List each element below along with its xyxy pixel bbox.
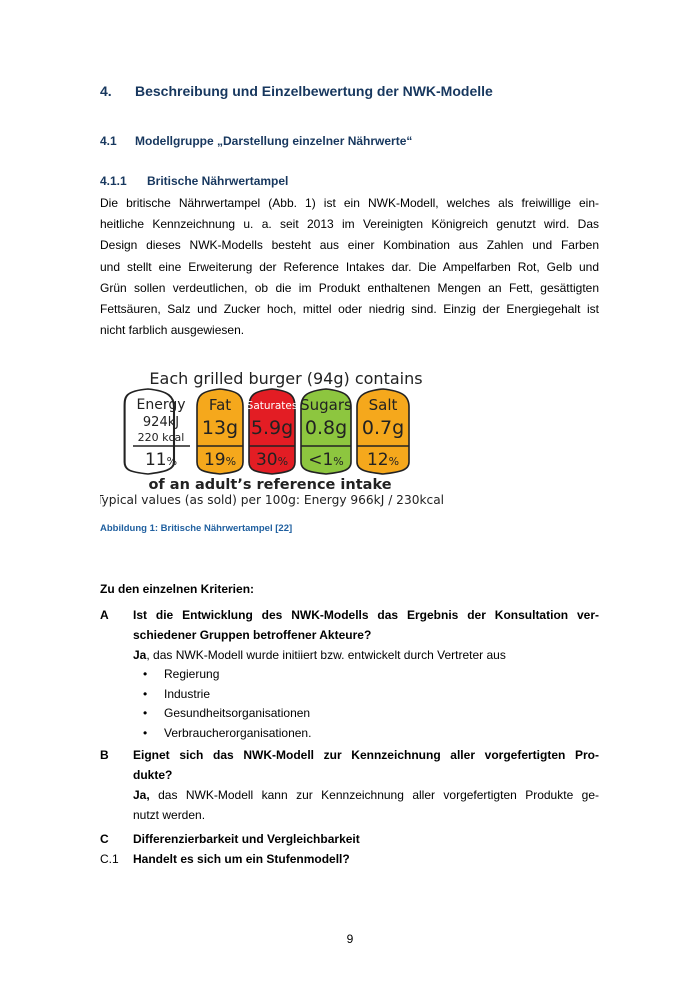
intro-line: Die britische Nährwertampel (Abb. 1) ist ein NWK-Modell, welches als freiwillige ein-	[100, 196, 599, 210]
traffic-light-label	[100, 362, 460, 512]
energy-kcal: 220 kcal	[137, 431, 185, 444]
sugars-name: Sugars	[300, 396, 352, 414]
list-item: • Regierung	[133, 665, 599, 685]
list-item: • Gesundheitsorganisationen	[133, 704, 599, 724]
sugars-value: 0.8g	[304, 417, 348, 439]
energy-name: Energy	[136, 397, 186, 413]
criterion-c	[100, 829, 599, 849]
criteria-title: Zu den einzelnen Kriterien:	[100, 582, 255, 596]
section-number: 4.	[100, 83, 112, 99]
sugars-percent: <1%	[308, 450, 344, 470]
criterion-b	[100, 745, 599, 825]
intro-line: heitliche Kennzeichnung u. a. seit 2013 im Vereinigten Königreich genutzt wird. Das	[100, 217, 599, 232]
criterion-c-key: C	[100, 832, 109, 846]
list-item: • Industrie	[133, 685, 599, 705]
criterion-b-answer-line2: nutzt werden.	[133, 808, 206, 822]
intro-line: und stellt eine Erweiterung der Reference Intakes dar. Die Ampelfarben Rot, Gelb und	[100, 259, 599, 274]
intro-line: Design dieses NWK-Modells besteht aus einer Kombination aus Zahlen und Farben	[100, 238, 599, 253]
traffic-light-label-graphic	[100, 362, 460, 512]
subsection-heading	[100, 134, 412, 148]
criterion-a-body	[133, 605, 599, 743]
criterion-b-answer-text: das NWK-Modell kann zur Kennzeichnung aller vorgefertigten Produkte ge-	[149, 788, 599, 802]
fat-percent: 19%	[203, 450, 237, 470]
criterion-a-question-line: schiedener Gruppen betroffener Akteure?	[133, 628, 372, 642]
criterion-b-key: B	[100, 748, 109, 762]
intro-line: Fettsäuren, Salz und Zucker hoch, mittel oder niedrig sind. Einzig der Energiegehalt ist	[100, 302, 599, 317]
criterion-a-answer-bold: Ja	[133, 648, 147, 662]
section-title: Beschreibung und Einzelbewertung der NWK-Modelle	[135, 83, 493, 99]
subsection-number: 4.1	[100, 134, 117, 148]
bullet-icon: •	[143, 725, 148, 740]
criterion-b-question-line: Eignet sich das NWK-Modell zur Kennzeichnung aller vorgefertigten Pro-	[133, 748, 599, 762]
subsubsection-heading	[100, 174, 288, 188]
criterion-a-question-line: Ist die Entwicklung des NWK-Modells das Ergebnis der Konsultation ver-	[133, 608, 599, 622]
saturates-value: 5.9g	[250, 417, 294, 439]
typical-values-text: Typical values (as sold) per 100g: Energy 966kJ / 230kcal	[100, 493, 445, 507]
criterion-b-question-line: dukte?	[133, 768, 173, 782]
subsubsection-title: Britische Nährwertampel	[147, 174, 289, 188]
criterion-b-body	[133, 745, 599, 825]
criterion-a-bullets	[133, 665, 599, 743]
saturates-percent: 30%	[255, 450, 289, 470]
intro-line: nicht farblich ausgewiesen.	[100, 323, 245, 338]
fat-value: 13g	[201, 417, 239, 439]
bullet-icon: •	[143, 686, 148, 701]
criterion-a	[100, 605, 599, 740]
criterion-a-answer-text: , das NWK-Modell wurde initiiert bzw. entwickelt durch Vertreter aus	[146, 648, 506, 662]
reference-intake-text: of an adult’s reference intake	[148, 477, 392, 493]
saturates-name: Saturates	[246, 400, 298, 412]
list-item: • Verbraucherorganisationen.	[133, 724, 599, 744]
energy-percent: 11%	[144, 450, 178, 470]
criterion-c-text: Differenzierbarkeit und Vergleichbarkeit	[133, 832, 360, 846]
energy-kj: 924kJ	[142, 415, 180, 430]
intro-line: Grün sollen verdeutlichen, ob die im Produkt enthaltenen Mengen an Fett, gesättigten	[100, 280, 599, 295]
criterion-a-answer	[133, 645, 599, 665]
criterion-b-answer-bold: Ja,	[133, 788, 150, 802]
salt-name: Salt	[368, 396, 398, 414]
intro-paragraph	[100, 193, 599, 341]
criterion-b-answer	[133, 785, 599, 805]
criterion-c1-key: C.1	[100, 852, 119, 866]
criterion-a-key: A	[100, 608, 109, 622]
bullet-icon: •	[143, 667, 148, 681]
figure-caption: Abbildung 1: Britische Nährwertampel [22]	[100, 523, 293, 534]
fat-name: Fat	[208, 396, 232, 414]
subsection-title: Modellgruppe „Darstellung einzelner Nährwerte“	[135, 134, 413, 148]
salt-percent: 12%	[366, 450, 400, 470]
criterion-c1-text: Handelt es sich um ein Stufenmodell?	[133, 852, 350, 866]
page-number: 9	[346, 932, 354, 946]
subsubsection-number: 4.1.1	[100, 174, 127, 188]
salt-value: 0.7g	[361, 417, 405, 439]
criterion-c1	[100, 849, 599, 869]
section-heading	[100, 83, 493, 99]
bullet-icon: •	[143, 706, 148, 720]
label-header: Each grilled burger (94g) contains	[149, 369, 423, 388]
